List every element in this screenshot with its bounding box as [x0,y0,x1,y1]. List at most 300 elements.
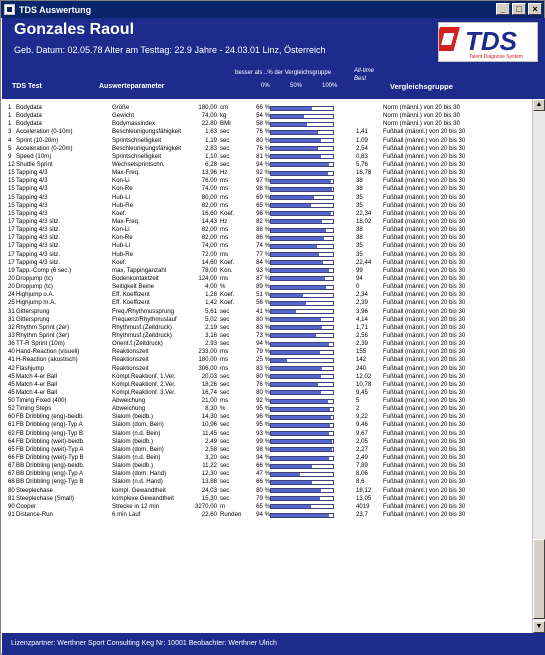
test-name: FB Dribbling (eng)-beidb. [16,413,85,421]
parameter-name: Eff. Koeffizent [112,299,150,307]
test-name: Dropjump (tc) [16,274,53,282]
test-number: 33 [8,331,15,339]
parameter-name: Slalom (dom. Bein) [112,421,164,429]
percentile-bar [270,504,334,509]
all-time-best: 2,34 [356,291,368,299]
percentile-bar-fill [271,481,312,484]
table-row[interactable] [2,340,532,348]
value: 6,28 [205,160,217,168]
comparison-group: Fußball (männl.) von 20 bis 30 [383,266,466,274]
unit: sec [220,445,230,453]
value: 74,00 [201,185,217,193]
value: 2,93 [205,340,217,348]
value: 15,30 [201,494,217,502]
table-row[interactable] [2,161,532,169]
comparison-group: Fußball (männl.) von 20 bis 30 [383,315,466,323]
test-number: 20 [8,283,15,291]
test-number: 17 [8,217,15,225]
value: 74,00 [201,112,217,120]
value: 306,00 [198,364,217,372]
value: 14,43 [201,217,217,225]
col-group: Vergleichsgruppe [390,82,453,91]
unit: sec [220,437,230,445]
unit: sec [220,315,230,323]
test-name: Tapping 4/3 sitz. [16,250,61,258]
table-row[interactable] [2,234,532,242]
value: 3270,00 [194,502,217,510]
test-number: 45 [8,372,15,380]
person-name: Gonzales Raoul [14,21,135,38]
table-row[interactable] [2,438,532,446]
percentile: 25 % [256,356,270,364]
col-test: TDS Test [12,83,42,90]
vertical-scrollbar[interactable] [532,99,545,633]
test-number: 52 [8,405,15,413]
parameter-name: Hub-Re [112,201,133,209]
table-row[interactable] [2,210,532,218]
value: 12,30 [201,470,217,478]
table-row[interactable] [2,112,532,120]
all-time-best: 22,44 [356,258,372,266]
unit: sec [220,323,230,331]
unit: sec [220,340,230,348]
test-name: Tapp.-Comp (6 sec.) [16,266,72,274]
unit: sec [220,413,230,421]
test-number: 66 [8,454,15,462]
table-row[interactable] [2,389,532,397]
test-name: Tapping 4/3 sitz. [16,226,61,234]
percentile-bar-fill [271,465,312,468]
test-name: Steeplechase [16,486,53,494]
all-time-best: 142 [356,356,367,364]
percentile-bar [270,228,334,233]
comparison-group: Fußball (männl.) von 20 bis 30 [383,421,466,429]
test-number: 17 [8,234,15,242]
unit: ms [220,193,229,201]
percentile-bar-fill [271,408,330,411]
value: 5,61 [205,307,217,315]
test-name: Tapping 4/3 sitz. [16,242,61,250]
table-row[interactable] [2,454,532,462]
unit: Hz [220,169,228,177]
value: 16,60 [201,209,217,217]
percentile-bar-fill [271,416,331,419]
scroll-thumb[interactable] [533,539,545,619]
value: 11,45 [202,429,217,437]
table-row[interactable] [2,202,532,210]
all-time-best: 1,41 [356,128,368,136]
parameter-name: Kompl.Reaktionf. 1.Ver. [112,372,176,380]
table-row[interactable] [2,120,532,128]
test-number: 65 [8,445,15,453]
test-number: 67 [8,470,15,478]
percentile-bar-fill [271,367,322,370]
percentile: 87 % [256,274,270,282]
unit: ms [220,185,229,193]
test-number: 5 [8,144,12,152]
table-row[interactable] [2,365,532,373]
unit: sec [220,152,230,160]
results-table[interactable] [2,99,532,633]
percentile: 73 % [256,331,270,339]
table-row[interactable] [2,169,532,177]
table-row[interactable] [2,381,532,389]
test-number: 12 [8,160,15,168]
all-time-best: 155 [356,348,367,356]
test-name: Highjump m.A. [16,299,56,307]
table-row[interactable] [2,153,532,161]
comparison-group: Fußball (männl.) von 20 bis 30 [383,348,466,356]
comparison-group: Norm (männl.) von 20 bis 30 [383,120,460,128]
value: 1,28 [205,291,217,299]
title-bar[interactable] [1,1,544,18]
percentile-bar [270,276,334,281]
percentile-bar [270,374,334,379]
comparison-group: Fußball (männl.) von 20 bis 30 [383,144,466,152]
parameter-name: Koef. [112,209,127,217]
percentile-bar [270,342,334,347]
test-name: Match 4-er Ball [16,372,57,380]
comparison-group: Fußball (männl.) von 20 bis 30 [383,234,466,242]
unit: cm [220,104,229,111]
percentile-bar-fill [271,220,322,223]
table-row[interactable] [2,487,532,495]
percentile-bar-fill [271,155,321,158]
unit: % [220,283,226,291]
unit: sec [220,478,230,486]
comparison-group: Norm (männl.) von 20 bis 30 [383,104,460,111]
unit: sec [220,421,230,429]
comparison-group: Fußball (männl.) von 20 bis 30 [383,445,466,453]
percentile: 58 % [256,120,270,128]
test-number: 17 [8,250,15,258]
test-number: 25 [8,299,15,307]
percentile-bar-fill [271,204,311,207]
percentile: 54 % [256,112,270,120]
value: 180,00 [198,356,217,364]
percentile-bar [270,447,334,452]
percentile: 94 % [256,340,270,348]
all-time-best: 23,7 [356,511,368,519]
parameter-name: Reaktionszeit [112,364,149,372]
percentile: 97 % [256,177,270,185]
comparison-group: Fußball (männl.) von 20 bis 30 [383,486,466,494]
percentile-bar [270,162,334,167]
parameter-name: 6 min Lauf [112,511,141,519]
all-time-best: 2,05 [356,437,368,445]
percentile-bar-fill [271,489,321,492]
close-button[interactable]: × [528,3,542,15]
percentile-bar [270,179,334,184]
test-number: 36 [8,340,15,348]
table-row[interactable] [2,251,532,259]
percentile-bar-fill [271,302,306,305]
table-row[interactable] [2,421,532,429]
unit: ms [220,177,229,185]
unit: ms [220,234,229,242]
parameter-name: Slalom (beidb.) [112,462,153,470]
all-time-best: 13,05 [356,494,372,502]
table-row[interactable] [2,104,532,112]
table-row[interactable] [2,348,532,356]
table-row[interactable] [2,503,532,511]
test-number: 1 [8,112,12,120]
table-row[interactable] [2,275,532,283]
table-row[interactable] [2,430,532,438]
parameter-name: Bodymassindex [112,120,156,128]
table-row[interactable] [2,324,532,332]
percentile: 56 % [256,299,270,307]
test-name: Steeplechase (Small) [16,494,74,502]
percentile-bar [270,317,334,322]
parameter-name: Kon-Re [112,185,133,193]
all-time-best: 22,34 [356,209,372,217]
minimize-button[interactable]: _ [496,3,510,15]
table-row[interactable] [2,299,532,307]
table-row[interactable] [2,413,532,421]
test-number: 24 [8,291,15,299]
test-name: Match 4-er Ball [16,380,57,388]
unit: sec [220,144,230,152]
col-params: Auswerteparameter [99,83,165,90]
table-row[interactable] [2,218,532,226]
test-number: 67 [8,462,15,470]
value: 3,20 [205,454,217,462]
all-time-best: 9,46 [356,421,368,429]
table-row[interactable] [2,332,532,340]
value: 13,96 [201,169,217,177]
unit: sec [220,372,230,380]
percentile-bar [270,244,334,249]
percentile-bar [270,195,334,200]
test-name: Tapping 4/3 sitz. [16,258,61,266]
all-time-best: 9,67 [356,429,368,437]
value: 14,60 [201,258,217,266]
table-row[interactable] [2,470,532,478]
table-row[interactable] [2,226,532,234]
value: 11,22 [202,462,217,470]
all-time-best: 5,76 [356,160,368,168]
person-header [2,18,545,65]
test-name: Tapping 4/3 [16,201,48,209]
percentile: 66 % [256,104,270,111]
unit: Runden [220,511,242,519]
scroll-down-arrow-icon[interactable]: ▼ [533,621,545,633]
comparison-group: Fußball (männl.) von 20 bis 30 [383,242,466,250]
percentile: 74 % [256,242,270,250]
logo-text: TDS [465,26,517,56]
tds-logo [438,22,538,62]
percentile-bar-fill [271,375,321,378]
comparison-group: Fußball (männl.) von 20 bis 30 [383,201,466,209]
comparison-group: Fußball (männl.) von 20 bis 30 [383,331,466,339]
percentile: 83 % [256,323,270,331]
table-row[interactable] [2,291,532,299]
all-time-best: 9,22 [356,413,368,421]
table-row[interactable] [2,397,532,405]
all-time-best: 8,6 [356,478,365,486]
percentile: 93 % [256,429,270,437]
table-row[interactable] [2,283,532,291]
test-name: Tapping 4/3 sitz. [16,234,61,242]
maximize-button[interactable]: □ [512,3,526,15]
percentile: 80 % [256,388,270,396]
unit: sec [220,470,230,478]
comparison-group: Fußball (männl.) von 20 bis 30 [383,299,466,307]
percentile: 95 % [256,405,270,413]
percentile-bar [270,456,334,461]
value: 8,30 [205,405,217,413]
value: 2,19 [205,323,217,331]
table-row[interactable] [2,137,532,145]
parameter-name: max. Tappinganzahl [112,266,167,274]
value: 124,00 [198,274,217,282]
all-time-best: 2,49 [356,454,368,462]
test-name: Rhythm Sprint (3er) [16,331,70,339]
all-time-best: 7,89 [356,462,368,470]
value: 1,42 [205,299,217,307]
table-row[interactable] [2,405,532,413]
test-name: Timing Fixed (400) [16,397,67,405]
table-row[interactable] [2,145,532,153]
test-name: Hand-Reaction (visuell) [16,348,80,356]
unit: BMI [220,120,231,128]
table-row[interactable] [2,316,532,324]
test-number: 31 [8,307,15,315]
test-name: Tapping 4/3 [16,185,48,193]
parameter-name: Frequenz/Rhythmuslauf [112,315,177,323]
table-row[interactable] [2,356,532,364]
test-name: TT-R Sprint (10m) [16,340,65,348]
test-number: 20 [8,274,15,282]
test-name: Bodydata [16,112,42,120]
percentile: 69 % [256,193,270,201]
parameter-name: Sprintschnelligkeit [112,152,162,160]
test-number: 19 [8,266,15,274]
value: 1,10 [205,152,217,160]
percentile-bar-fill [271,294,303,297]
comparison-group: Fußball (männl.) von 20 bis 30 [383,429,466,437]
unit: ms [220,274,229,282]
percentile: 77 % [256,250,270,258]
test-name: Match 4-er Ball [16,388,57,396]
percentile-bar-fill [271,123,307,126]
percentile-bar-fill [271,269,329,272]
table-row[interactable] [2,177,532,185]
percentile-bar-fill [271,131,318,134]
value: 76,00 [201,177,217,185]
percentile-bar [270,390,334,395]
comparison-group: Norm (männl.) von 20 bis 30 [383,112,460,120]
test-name: BB Dribbling (eng)-Typ A [16,470,84,478]
comparison-group: Fußball (männl.) von 20 bis 30 [383,364,466,372]
parameter-name: Max-Freq. [112,217,140,225]
table-row[interactable] [2,128,532,136]
unit: ms [220,201,229,209]
test-number: 68 [8,478,15,486]
comparison-group: Fußball (männl.) von 20 bis 30 [383,177,466,185]
test-number: 4 [8,136,12,144]
test-name: Tapping 4/3 [16,169,48,177]
table-row[interactable] [2,373,532,381]
percentile-bar-fill [271,400,328,403]
percentile-bar [270,171,334,176]
test-name: BB Dribbling (eng)-Typ B [16,478,84,486]
percentile-bar [270,350,334,355]
table-row[interactable] [2,478,532,486]
comparison-group: Fußball (männl.) von 20 bis 30 [383,388,466,396]
table-row[interactable] [2,242,532,250]
unit: sec [220,160,230,168]
test-number: 15 [8,209,15,217]
percentile: 88 % [256,226,270,234]
test-number: 41 [8,356,15,364]
table-row[interactable] [2,511,532,519]
table-row[interactable] [2,185,532,193]
scroll-up-arrow-icon[interactable]: ▲ [533,99,545,111]
table-row[interactable] [2,308,532,316]
parameter-name: Reaktionszeit [112,356,149,364]
percentile-bar-fill [271,107,312,110]
table-row[interactable] [2,495,532,503]
unit: ms [220,356,229,364]
comparison-group: Fußball (männl.) von 20 bis 30 [383,136,466,144]
comparison-group: Fußball (männl.) von 20 bis 30 [383,405,466,413]
table-row[interactable] [2,462,532,470]
percentile-bar [270,496,334,501]
percentile-bar-fill [271,514,329,517]
percentile-bar-fill [271,212,331,215]
test-name: Gittersprung [16,315,50,323]
percentile-bar [270,488,334,493]
percentile-bar [270,464,334,469]
parameter-name: Slalom (n.d. Bein) [112,454,161,462]
percentile-bar [270,138,334,143]
comparison-group: Fußball (männl.) von 20 bis 30 [383,511,466,519]
test-number: 15 [8,193,15,201]
test-name: Acceleration (0-10m) [16,128,73,136]
percentile-bar [270,480,334,485]
percentile-bar [270,358,334,363]
percentile: 80 % [256,136,270,144]
percentile-bar-fill [271,391,321,394]
table-row[interactable] [2,267,532,275]
percentile-bar-fill [271,334,316,337]
unit: Hz [220,217,228,225]
all-time-best: 10,78 [356,380,372,388]
test-name: Tapping 4/3 [16,209,48,217]
all-time-best: 12,02 [356,372,372,380]
test-name: Shuttle Sprint [16,160,53,168]
unit: ms [220,364,229,372]
percentile-bar-fill [271,351,320,354]
unit: % [220,405,226,413]
footer-license: Lizenzpartner: Werthner Sport Consulting Keg Nr: 10001 Beobachter: Werthner Ulrich [2,633,545,655]
unit: sec [220,494,230,502]
percentile-bar [270,219,334,224]
percentile: 80 % [256,486,270,494]
table-row[interactable] [2,259,532,267]
comparison-group: Fußball (männl.) von 20 bis 30 [383,185,466,193]
comparison-group: Fußball (männl.) von 20 bis 30 [383,193,466,201]
table-row[interactable] [2,194,532,202]
table-row[interactable] [2,446,532,454]
value: 16,74 [201,388,217,396]
percentile-bar [270,301,334,306]
parameter-name: Eff. Koeffizent [112,291,150,299]
value: 2,58 [205,445,217,453]
test-number: 40 [8,348,15,356]
